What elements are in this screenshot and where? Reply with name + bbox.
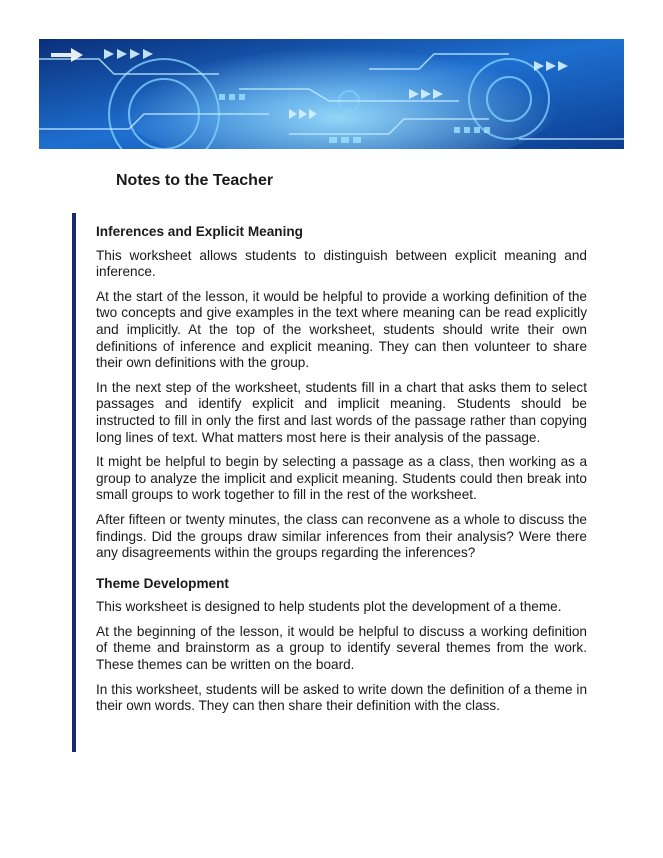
section-heading-theme: Theme Development (96, 575, 229, 591)
section-heading-inferences: Inferences and Explicit Meaning (96, 224, 303, 239)
paragraph: This worksheet allows students to distinguish between explicit meaning and inference. (96, 247, 587, 280)
header-banner (39, 39, 624, 149)
left-accent-rule (72, 213, 76, 752)
tech-circuit-banner-image (39, 39, 624, 149)
paragraph: It might be helpful to begin by selecting a passage as a class, then working as a group to analyze the implicit and explicit meaning. Students could then break into small groups to work together to fill in the rest of the worksheet. (96, 454, 587, 503)
paragraph: In the next step of the worksheet, students fill in a chart that asks them to select passages and identify explicit and implicit meaning. Students should be instructed to fill in only the first and last words of the passage rather than copying long lines of text. What matters most here is their analysis of the passage. (96, 379, 587, 445)
paragraph: After fifteen or twenty minutes, the class can reconvene as a whole to discuss the findings. Did the groups draw similar inferences from their analysis? Were there any disagreements within the groups regarding the inferences? (96, 511, 587, 561)
notes-content (96, 224, 587, 723)
paragraph: In this worksheet, students will be asked to write down the definition of a theme in their own words. They can then share their definition with the class. (96, 681, 587, 714)
paragraph: This worksheet is designed to help students plot the development of a theme. (96, 599, 562, 615)
section-theme-development (96, 576, 587, 715)
paragraph: At the beginning of the lesson, it would be helpful to discuss a working definition of theme and brainstorm as a group to identify several themes from the work. These themes can be written on the board. (96, 623, 587, 673)
paragraph: At the start of the lesson, it would be helpful to provide a working definition of the two concepts and give examples in the text where meaning can be read explicitly and implicitly. At the top of the worksheet, students should write their own definitions of inference and explicit meaning. They can then volunteer to share their own definitions with the group. (96, 288, 587, 371)
page-title: Notes to the Teacher (116, 172, 274, 189)
section-inferences (96, 224, 587, 562)
